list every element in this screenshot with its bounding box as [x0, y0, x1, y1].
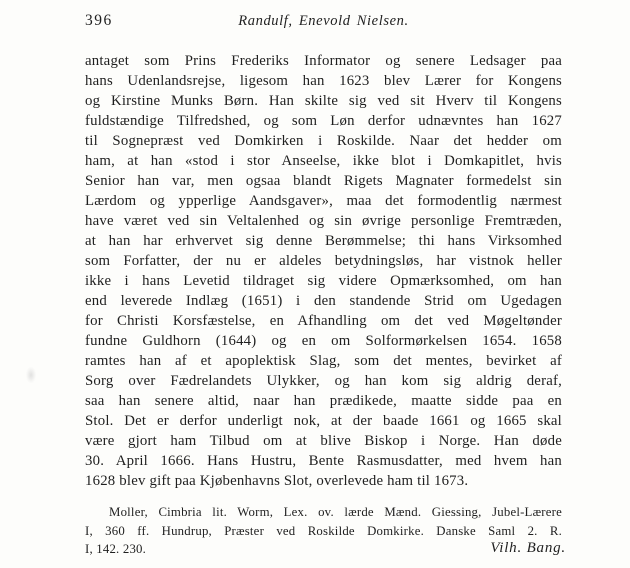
body-line: 30. April 1666. Hans Hustru, Bente Rasmusdatter, med hvem han: [85, 453, 562, 469]
footnote-line: I, 360 ff. Hundrup, Præster ved Roskilde Domkirke. Danske Saml 2. R.: [85, 523, 562, 538]
body-paragraph: [85, 51, 562, 491]
body-line: som Forfatter, der nu er aldeles betydningsløs, har vistnok heller: [85, 253, 562, 269]
body-line: og Kirstine Munks Børn. Han skilte sig ved sit Hverv til Kongens: [85, 93, 562, 109]
body-line: saa han senere altid, naar han prædikede, maatte sidde paa en: [85, 393, 562, 409]
body-line: være gjort ham Tilbud om at blive Biskop i Norge. Han døde: [85, 433, 562, 449]
body-line: fundne Guldhorn (1644) og en om Solformørkelsen 1654. 1658: [85, 333, 562, 349]
author-signature: Vilh. Bang.: [490, 540, 566, 556]
footnote-line: Moller, Cimbria lit. Worm, Lex. ov. lærde Mænd. Giessing, Jubel-Lærere: [109, 505, 562, 519]
scan-smudge-artifact: [26, 367, 36, 383]
body-line: Lærdom og ypperlige Aandsgaver», maa det formodentlig nærmest: [85, 193, 562, 209]
body-line: ramtes han af et apoplektisk Slag, som det mentes, bevirket af: [85, 353, 562, 369]
body-line: antaget som Prins Frederiks Informator og senere Ledsager paa: [85, 53, 562, 69]
body-line: til Sognepræst ved Domkirken i Roskilde. Naar det hedder om: [85, 133, 562, 149]
footnote-line: I, 142. 230.: [85, 542, 147, 556]
body-line: Senior han var, men ogsaa blandt Rigets Magnater formedelst sin: [85, 173, 562, 189]
body-line: Stol. Det er derfor underligt nok, at der baade 1661 og 1665 skal: [85, 413, 562, 429]
body-line: ham, at han «stod i stor Anseelse, ikke blot i Domkapitlet, hvis: [85, 153, 562, 169]
body-line: for Christi Korsfæstelse, en Afhandling om det ved Møgeltønder: [85, 313, 562, 329]
page-header: [85, 12, 562, 34]
body-line: ikke i hans Levetid tildraget sig videre Opmærksomhed, om han: [85, 273, 562, 289]
page-number: 396: [85, 12, 113, 29]
body-line: at han har erhvervet sig denne Berømmelse; thi hans Virksomhed: [85, 233, 562, 249]
body-line: 1628 blev gift paa Kjøbenhavns Slot, overlevede ham til 1673.: [85, 473, 469, 489]
body-line: fuldstændige Tilfredshed, og som Løn derfor udnævntes han 1627: [85, 113, 562, 129]
body-line: end leverede Indlæg (1651) i den standende Strid om Ugedagen: [85, 293, 562, 309]
body-line: have været ved sin Veltalenhed og sin øvrige personlige Fremtræden,: [85, 213, 562, 229]
body-line: hans Udenlandsrejse, ligesom han 1623 blev Lærer for Kongens: [85, 73, 562, 89]
running-title: Randulf, Enevold Nielsen.: [238, 13, 409, 29]
body-line: Sorg over Fædrelandets Ulykker, og han kom sig aldrig deraf,: [85, 373, 562, 389]
